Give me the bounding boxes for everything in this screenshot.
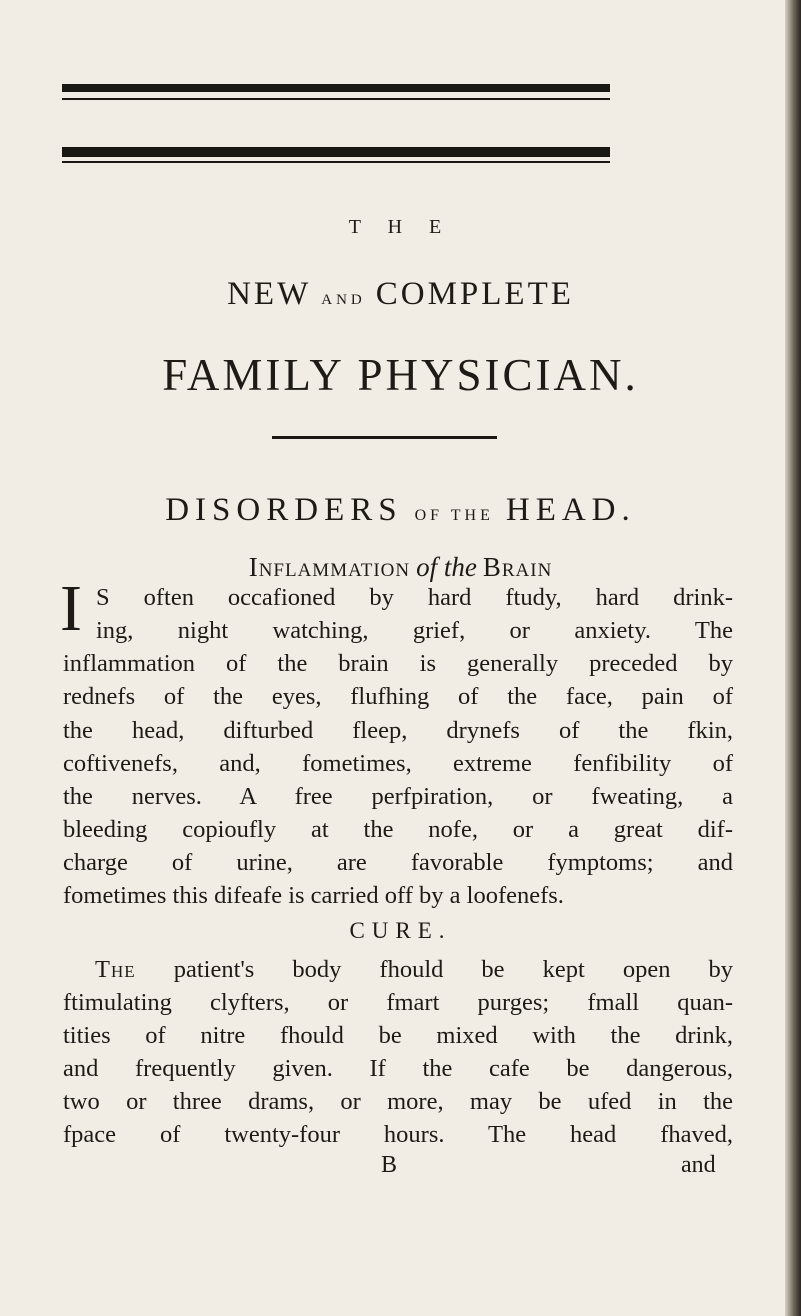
second-ornamental-rule [62,147,610,157]
chapter-of-the: of the [416,552,477,582]
cure-line: and frequently given. If the cafe be dangerous, [63,1055,733,1082]
paragraph-line: bleeding copioufly at the nofe, or a great dif- [63,816,733,843]
section-of-the: OF THE [414,507,494,524]
section-disorders: DISORDERS [165,492,403,528]
chapter-inflammation: Inflammation [248,552,411,582]
catchword: and [681,1152,716,1178]
cure-line: tities of nitre fhould be mixed with the drink, [63,1022,733,1049]
title-new-and-complete [0,276,801,313]
paragraph-line: coftivenefs, and, fometimes, extreme fenfibility of [63,750,733,777]
paragraph-line: fometimes this difeafe is carried off by a loofenefs. [63,882,564,909]
paragraph-line: rednefs of the eyes, flufhing of the face, pain of [63,683,733,710]
title-complete: COMPLETE [375,276,574,312]
title-the: T H E [348,216,453,238]
drop-cap: I [60,572,82,645]
section-head: HEAD. [505,492,636,528]
top-ornamental-rule [62,84,610,92]
page-spine-edge [785,0,801,1316]
cure-line-text: patient's body fhould be kept open by [173,956,734,983]
paragraph-line: ing, night watching, grief, or anxiety. The [96,617,733,644]
paragraph-line: inflammation of the brain is generally preceded by [63,650,733,677]
chapter-brain: Brain [482,552,553,582]
paragraph-line: the nerves. A free perfpiration, or fweating, a [63,783,733,810]
chapter-heading [0,552,801,583]
cure-heading: CURE. [349,918,452,943]
paragraph-line: the head, difturbed fleep, drynefs of the fkin, [63,717,733,744]
section-heading [0,492,801,529]
cure-first-line [95,955,733,985]
signature-mark: B [381,1152,398,1178]
top-thin-rule [62,98,610,100]
title-and: AND [321,292,366,308]
cure-line: ftimulating clyfters, or fmart purges; fmall quan- [63,989,733,1016]
paragraph-line: S often occafioned by hard ftudy, hard drink- [96,584,733,611]
title-new: NEW [227,276,312,312]
title-family-physician: FAMILY PHYSICIAN. [162,350,639,400]
cure-lead-word: The [95,956,136,983]
cure-line: fpace of twenty-four hours. The head fhaved, [63,1121,733,1148]
paragraph-line: charge of urine, are favorable fymptoms; and [63,849,733,876]
title-separator-rule [272,436,497,439]
cure-line: two or three drams, or more, may be ufed in the [63,1088,733,1115]
second-thin-rule [62,161,610,163]
